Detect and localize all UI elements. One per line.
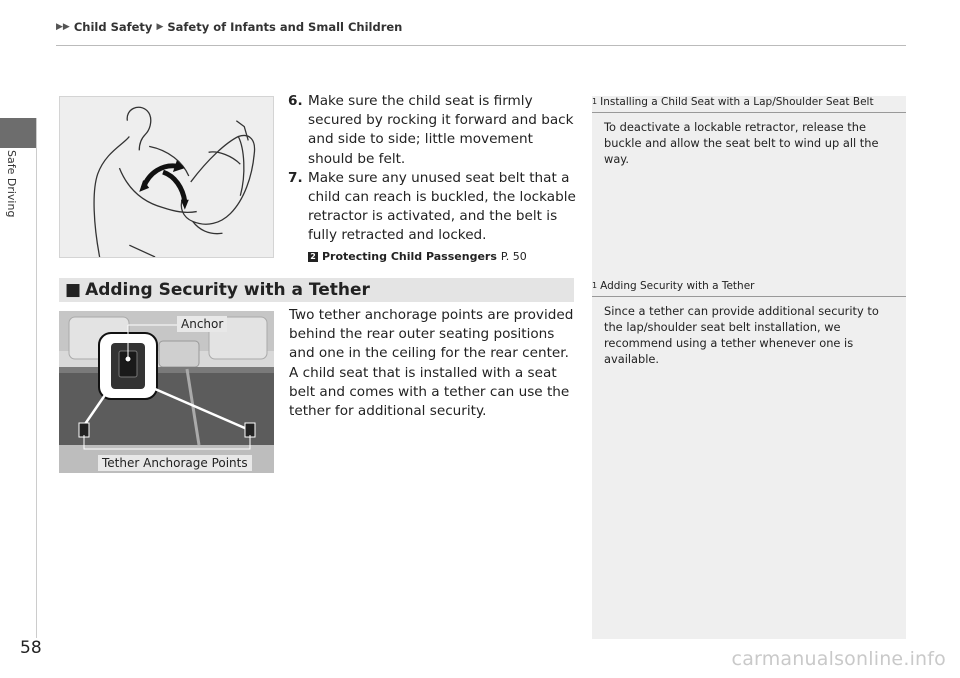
side-divider: [36, 118, 37, 638]
notes-panel: [592, 96, 906, 639]
child-seat-illustration: [59, 96, 274, 258]
breadcrumb-item[interactable]: Child Safety: [73, 20, 153, 34]
instruction-steps: [288, 92, 578, 264]
breadcrumb-arrow-icon: ▶▶: [56, 22, 70, 32]
note-marker-icon: 1: [592, 281, 598, 290]
step-item: [288, 169, 578, 246]
step-text: Make sure the child seat is firmly secured by rocking it forward and back and side to side; little movement should be felt.: [308, 93, 574, 167]
note-header: [592, 280, 906, 297]
breadcrumb-arrow-icon: ▶: [156, 22, 164, 32]
tether-points-callout: Tether Anchorage Points: [98, 455, 252, 471]
section-header: [59, 278, 574, 302]
side-tab-label: Safe Driving: [5, 150, 18, 218]
cross-reference-page[interactable]: P. 50: [500, 249, 527, 263]
note-title: Installing a Child Seat with a Lap/Shoulder Seat Belt: [600, 96, 874, 108]
header-divider: [56, 45, 906, 46]
note-title: Adding Security with a Tether: [600, 280, 755, 292]
section-title: Adding Security with a Tether: [85, 280, 370, 300]
breadcrumb: [56, 20, 402, 34]
note-block: [592, 96, 906, 167]
section-body-text: Two tether anchorage points are provided behind the rear outer seating positions and one in the ceiling for the rear center. A child seat that is installed with a seat belt and comes with a tether can use the tether for additional security.: [289, 307, 574, 420]
page-number: 58: [20, 638, 42, 658]
note-block: [592, 280, 906, 367]
section-tab-marker: [0, 118, 36, 148]
reference-arrow-icon: 2: [308, 252, 318, 262]
note-body: To deactivate a lockable retractor, release the buckle and allow the seat belt to wind up all the way.: [604, 120, 879, 166]
note-header: [592, 96, 906, 113]
anchor-callout: Anchor: [177, 316, 227, 332]
cross-reference-link[interactable]: [308, 250, 578, 264]
step-number: 6.: [288, 93, 303, 109]
step-text: Make sure any unused seat belt that a child can reach is buckled, the lockable retractor is activated, and the belt is fully retracted and locked.: [308, 169, 576, 244]
cross-reference-title[interactable]: Protecting Child Passengers: [322, 249, 497, 263]
watermark: carmanualsonline.info: [731, 648, 946, 670]
note-body: Since a tether can provide additional security to the lap/shoulder seat belt installation, we recommend using a tether whenever one is available.: [604, 304, 879, 366]
tether-anchorage-photo: [59, 311, 274, 473]
step-number: 7.: [288, 169, 303, 186]
step-item: [288, 92, 578, 169]
note-marker-icon: 1: [592, 97, 598, 106]
section-marker-icon: ■: [65, 280, 82, 300]
breadcrumb-item[interactable]: Safety of Infants and Small Children: [167, 20, 403, 34]
